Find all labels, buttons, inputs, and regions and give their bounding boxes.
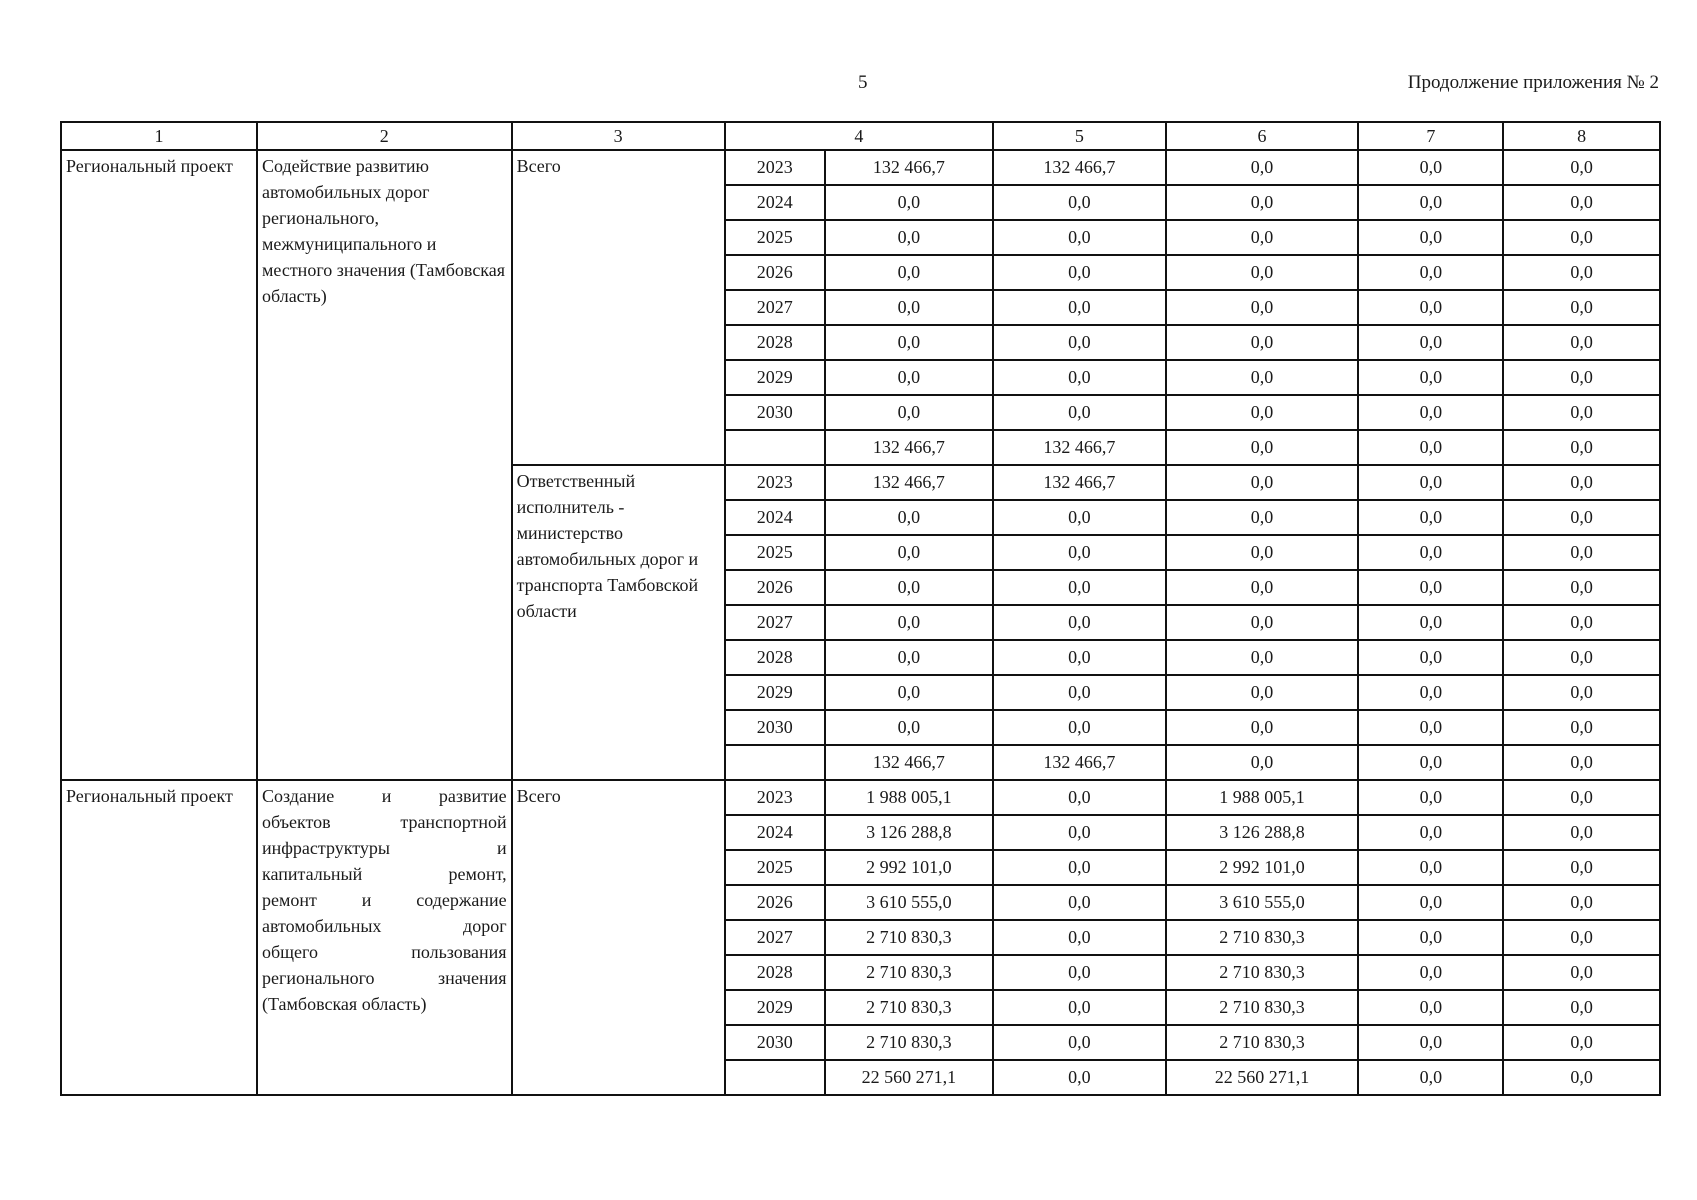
year-cell: 2029 <box>725 990 825 1025</box>
value-col8-cell: 0,0 <box>1503 815 1660 850</box>
value-col7-cell: 0,0 <box>1358 675 1503 710</box>
value-col8-cell: 0,0 <box>1503 640 1660 675</box>
value-col7-cell: 0,0 <box>1358 990 1503 1025</box>
year-cell: 2024 <box>725 815 825 850</box>
value-col4-cell: 2 710 830,3 <box>825 955 993 990</box>
value-col5-cell: 0,0 <box>993 1060 1166 1095</box>
value-col7-cell: 0,0 <box>1358 815 1503 850</box>
value-col6-cell: 0,0 <box>1166 185 1359 220</box>
year-cell: 2030 <box>725 710 825 745</box>
value-col7-cell: 0,0 <box>1358 465 1503 500</box>
value-col5-cell: 132 466,7 <box>993 150 1166 185</box>
value-col6-cell: 2 710 830,3 <box>1166 955 1359 990</box>
value-col8-cell: 0,0 <box>1503 220 1660 255</box>
value-col7-cell: 0,0 <box>1358 290 1503 325</box>
value-col8-cell: 0,0 <box>1503 150 1660 185</box>
value-col6-cell: 0,0 <box>1166 395 1359 430</box>
value-col8-cell: 0,0 <box>1503 850 1660 885</box>
value-col5-cell: 132 466,7 <box>993 465 1166 500</box>
project-name-cell: Содействие развитию автомобильных дорог регионального, межмуниципального и местного значения (Тамбовская область) <box>257 150 512 780</box>
value-col6-cell: 2 992 101,0 <box>1166 850 1359 885</box>
value-col6-cell: 0,0 <box>1166 360 1359 395</box>
value-col4-cell: 22 560 271,1 <box>825 1060 993 1095</box>
value-col4-cell: 0,0 <box>825 710 993 745</box>
value-col4-cell: 132 466,7 <box>825 430 993 465</box>
year-cell: 2026 <box>725 885 825 920</box>
value-col7-cell: 0,0 <box>1358 150 1503 185</box>
value-col7-cell: 0,0 <box>1358 185 1503 220</box>
value-col4-cell: 0,0 <box>825 325 993 360</box>
year-cell: 2025 <box>725 850 825 885</box>
value-col6-cell: 2 710 830,3 <box>1166 990 1359 1025</box>
value-col6-cell: 0,0 <box>1166 255 1359 290</box>
value-col6-cell: 0,0 <box>1166 430 1359 465</box>
table-row <box>61 780 1660 815</box>
year-cell <box>725 745 825 780</box>
value-col4-cell: 0,0 <box>825 185 993 220</box>
executor-cell: Всего <box>512 780 725 1095</box>
value-col5-cell: 0,0 <box>993 990 1166 1025</box>
value-col7-cell: 0,0 <box>1358 745 1503 780</box>
budget-table <box>60 121 1661 1096</box>
value-col8-cell: 0,0 <box>1503 290 1660 325</box>
value-col6-cell: 0,0 <box>1166 220 1359 255</box>
executor-cell: Всего <box>512 150 725 465</box>
value-col8-cell: 0,0 <box>1503 675 1660 710</box>
value-col7-cell: 0,0 <box>1358 395 1503 430</box>
value-col6-cell: 2 710 830,3 <box>1166 1025 1359 1060</box>
year-cell: 2024 <box>725 500 825 535</box>
year-cell <box>725 430 825 465</box>
year-cell: 2023 <box>725 150 825 185</box>
value-col6-cell: 0,0 <box>1166 465 1359 500</box>
year-cell: 2028 <box>725 640 825 675</box>
value-col7-cell: 0,0 <box>1358 360 1503 395</box>
value-col7-cell: 0,0 <box>1358 500 1503 535</box>
value-col5-cell: 0,0 <box>993 850 1166 885</box>
project-name-cell: Создание и развитие объектов транспортной инфраструктуры и капитальный ремонт, ремонт и содержание автомобильных дорог общего пользования регионального значения (Тамбовская область) <box>257 780 512 1095</box>
value-col7-cell: 0,0 <box>1358 955 1503 990</box>
value-col4-cell: 3 610 555,0 <box>825 885 993 920</box>
value-col4-cell: 2 992 101,0 <box>825 850 993 885</box>
value-col8-cell: 0,0 <box>1503 885 1660 920</box>
year-cell: 2025 <box>725 535 825 570</box>
year-cell: 2027 <box>725 920 825 955</box>
value-col6-cell: 0,0 <box>1166 675 1359 710</box>
value-col8-cell: 0,0 <box>1503 395 1660 430</box>
value-col6-cell: 0,0 <box>1166 570 1359 605</box>
value-col5-cell: 0,0 <box>993 255 1166 290</box>
year-cell: 2027 <box>725 605 825 640</box>
year-cell: 2029 <box>725 360 825 395</box>
value-col6-cell: 0,0 <box>1166 150 1359 185</box>
value-col6-cell: 1 988 005,1 <box>1166 780 1359 815</box>
year-cell: 2030 <box>725 395 825 430</box>
value-col5-cell: 0,0 <box>993 1025 1166 1060</box>
value-col8-cell: 0,0 <box>1503 500 1660 535</box>
value-col6-cell: 0,0 <box>1166 290 1359 325</box>
column-header: 4 <box>725 122 993 150</box>
value-col5-cell: 0,0 <box>993 220 1166 255</box>
value-col8-cell: 0,0 <box>1503 570 1660 605</box>
value-col5-cell: 0,0 <box>993 780 1166 815</box>
executor-cell: Ответственный исполнитель - министерство автомобильных дорог и транспорта Тамбовской области <box>512 465 725 780</box>
value-col8-cell: 0,0 <box>1503 465 1660 500</box>
value-col5-cell: 0,0 <box>993 185 1166 220</box>
value-col5-cell: 0,0 <box>993 815 1166 850</box>
table-body <box>61 150 1660 1095</box>
value-col6-cell: 3 610 555,0 <box>1166 885 1359 920</box>
value-col4-cell: 0,0 <box>825 360 993 395</box>
year-cell: 2028 <box>725 955 825 990</box>
value-col5-cell: 0,0 <box>993 675 1166 710</box>
project-type-cell: Региональный проект <box>61 150 257 780</box>
value-col8-cell: 0,0 <box>1503 255 1660 290</box>
column-header: 7 <box>1358 122 1503 150</box>
value-col8-cell: 0,0 <box>1503 325 1660 360</box>
value-col7-cell: 0,0 <box>1358 885 1503 920</box>
value-col4-cell: 3 126 288,8 <box>825 815 993 850</box>
value-col5-cell: 0,0 <box>993 535 1166 570</box>
value-col6-cell: 0,0 <box>1166 605 1359 640</box>
column-header: 5 <box>993 122 1166 150</box>
value-col4-cell: 0,0 <box>825 255 993 290</box>
table-row <box>61 150 1660 185</box>
value-col8-cell: 0,0 <box>1503 430 1660 465</box>
value-col6-cell: 0,0 <box>1166 500 1359 535</box>
value-col7-cell: 0,0 <box>1358 780 1503 815</box>
value-col4-cell: 132 466,7 <box>825 150 993 185</box>
value-col6-cell: 2 710 830,3 <box>1166 920 1359 955</box>
value-col6-cell: 3 126 288,8 <box>1166 815 1359 850</box>
value-col5-cell: 0,0 <box>993 710 1166 745</box>
value-col6-cell: 0,0 <box>1166 640 1359 675</box>
value-col6-cell: 0,0 <box>1166 745 1359 780</box>
value-col5-cell: 0,0 <box>993 500 1166 535</box>
value-col6-cell: 0,0 <box>1166 325 1359 360</box>
year-cell: 2025 <box>725 220 825 255</box>
value-col8-cell: 0,0 <box>1503 745 1660 780</box>
value-col4-cell: 2 710 830,3 <box>825 1025 993 1060</box>
column-number-row <box>61 122 1660 150</box>
value-col5-cell: 0,0 <box>993 885 1166 920</box>
appendix-caption: Продолжение приложения № 2 <box>1407 72 1659 93</box>
value-col5-cell: 0,0 <box>993 640 1166 675</box>
value-col5-cell: 0,0 <box>993 395 1166 430</box>
value-col6-cell: 22 560 271,1 <box>1166 1060 1359 1095</box>
value-col7-cell: 0,0 <box>1358 430 1503 465</box>
value-col7-cell: 0,0 <box>1358 1025 1503 1060</box>
value-col4-cell: 0,0 <box>825 395 993 430</box>
value-col7-cell: 0,0 <box>1358 325 1503 360</box>
value-col8-cell: 0,0 <box>1503 710 1660 745</box>
value-col4-cell: 1 988 005,1 <box>825 780 993 815</box>
value-col4-cell: 0,0 <box>825 640 993 675</box>
year-cell: 2023 <box>725 465 825 500</box>
column-header: 2 <box>257 122 512 150</box>
value-col5-cell: 0,0 <box>993 325 1166 360</box>
value-col4-cell: 132 466,7 <box>825 745 993 780</box>
value-col7-cell: 0,0 <box>1358 605 1503 640</box>
value-col7-cell: 0,0 <box>1358 1060 1503 1095</box>
value-col7-cell: 0,0 <box>1358 570 1503 605</box>
year-cell: 2026 <box>725 255 825 290</box>
value-col4-cell: 2 710 830,3 <box>825 990 993 1025</box>
project-type-cell: Региональный проект <box>61 780 257 1095</box>
year-cell: 2029 <box>725 675 825 710</box>
year-cell: 2026 <box>725 570 825 605</box>
value-col8-cell: 0,0 <box>1503 920 1660 955</box>
column-header: 6 <box>1166 122 1359 150</box>
value-col4-cell: 0,0 <box>825 675 993 710</box>
value-col8-cell: 0,0 <box>1503 780 1660 815</box>
value-col5-cell: 0,0 <box>993 605 1166 640</box>
value-col8-cell: 0,0 <box>1503 1025 1660 1060</box>
value-col4-cell: 0,0 <box>825 500 993 535</box>
value-col8-cell: 0,0 <box>1503 1060 1660 1095</box>
value-col4-cell: 2 710 830,3 <box>825 920 993 955</box>
year-cell: 2028 <box>725 325 825 360</box>
value-col5-cell: 132 466,7 <box>993 745 1166 780</box>
page-number: 5 <box>858 72 868 93</box>
year-cell <box>725 1060 825 1095</box>
value-col4-cell: 0,0 <box>825 570 993 605</box>
value-col5-cell: 0,0 <box>993 570 1166 605</box>
value-col8-cell: 0,0 <box>1503 185 1660 220</box>
value-col6-cell: 0,0 <box>1166 535 1359 570</box>
year-cell: 2030 <box>725 1025 825 1060</box>
year-cell: 2023 <box>725 780 825 815</box>
value-col4-cell: 0,0 <box>825 290 993 325</box>
value-col5-cell: 0,0 <box>993 955 1166 990</box>
column-header: 8 <box>1503 122 1660 150</box>
value-col6-cell: 0,0 <box>1166 710 1359 745</box>
value-col4-cell: 0,0 <box>825 220 993 255</box>
value-col5-cell: 132 466,7 <box>993 430 1166 465</box>
year-cell: 2027 <box>725 290 825 325</box>
value-col7-cell: 0,0 <box>1358 535 1503 570</box>
value-col8-cell: 0,0 <box>1503 360 1660 395</box>
value-col7-cell: 0,0 <box>1358 710 1503 745</box>
year-cell: 2024 <box>725 185 825 220</box>
value-col7-cell: 0,0 <box>1358 850 1503 885</box>
value-col7-cell: 0,0 <box>1358 220 1503 255</box>
value-col8-cell: 0,0 <box>1503 535 1660 570</box>
value-col8-cell: 0,0 <box>1503 990 1660 1025</box>
value-col7-cell: 0,0 <box>1358 640 1503 675</box>
value-col4-cell: 0,0 <box>825 605 993 640</box>
value-col8-cell: 0,0 <box>1503 955 1660 990</box>
column-header: 1 <box>61 122 257 150</box>
column-header: 3 <box>512 122 725 150</box>
value-col7-cell: 0,0 <box>1358 920 1503 955</box>
value-col4-cell: 132 466,7 <box>825 465 993 500</box>
value-col8-cell: 0,0 <box>1503 605 1660 640</box>
value-col5-cell: 0,0 <box>993 920 1166 955</box>
value-col4-cell: 0,0 <box>825 535 993 570</box>
value-col5-cell: 0,0 <box>993 290 1166 325</box>
value-col7-cell: 0,0 <box>1358 255 1503 290</box>
value-col5-cell: 0,0 <box>993 360 1166 395</box>
